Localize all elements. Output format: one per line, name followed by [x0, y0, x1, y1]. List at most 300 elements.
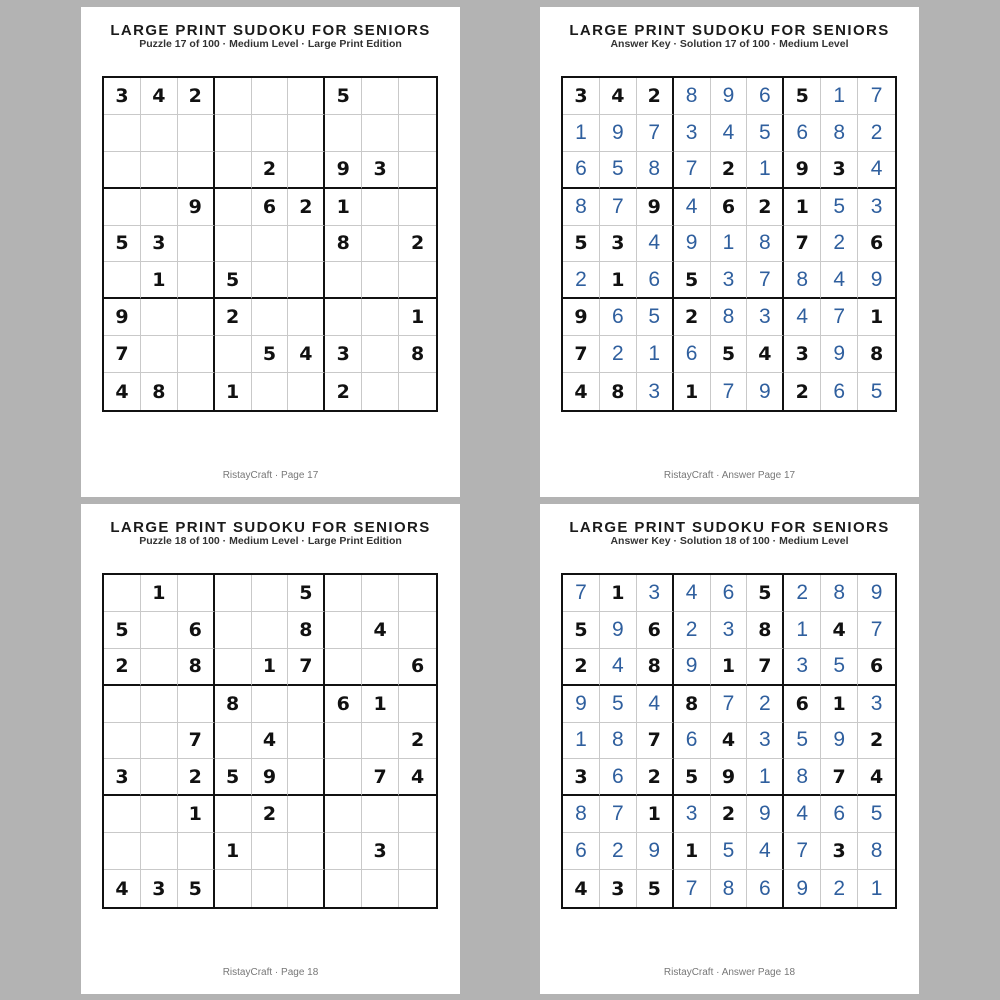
sudoku-cell: 5 — [821, 189, 858, 226]
sudoku-cell: 5 — [674, 759, 711, 796]
sudoku-cell: 6 — [563, 152, 600, 189]
sudoku-cell — [215, 189, 252, 226]
sudoku-cell: 5 — [215, 759, 252, 796]
sudoku-cell: 6 — [637, 612, 674, 649]
sudoku-cell: 1 — [821, 686, 858, 723]
sudoku-cell: 7 — [858, 78, 895, 115]
sudoku-cell: 3 — [674, 115, 711, 152]
sudoku-cell — [215, 796, 252, 833]
sudoku-cell — [399, 152, 436, 189]
sudoku-cell — [141, 189, 178, 226]
sudoku-cell: 2 — [215, 299, 252, 336]
sudoku-cell: 6 — [711, 575, 748, 612]
sudoku-cell — [215, 226, 252, 263]
sudoku-cell — [141, 796, 178, 833]
sudoku-cell: 2 — [747, 189, 784, 226]
sudoku-cell: 4 — [784, 796, 821, 833]
sudoku-cell: 2 — [600, 833, 637, 870]
sudoku-cell — [141, 686, 178, 723]
sudoku-cell: 8 — [747, 612, 784, 649]
sudoku-cell — [288, 686, 325, 723]
sudoku-cell — [215, 870, 252, 907]
sudoku-cell: 9 — [711, 78, 748, 115]
sudoku-cell: 3 — [747, 299, 784, 336]
sudoku-cell — [178, 152, 215, 189]
sudoku-cell — [325, 833, 362, 870]
sudoku-cell — [362, 78, 399, 115]
sudoku-cell: 8 — [821, 115, 858, 152]
sudoku-cell: 2 — [399, 226, 436, 263]
sudoku-cell: 1 — [784, 189, 821, 226]
sudoku-cell: 5 — [563, 612, 600, 649]
sudoku-cell: 4 — [711, 115, 748, 152]
sudoku-cell: 3 — [104, 759, 141, 796]
sudoku-cell — [104, 152, 141, 189]
sudoku-cell: 9 — [821, 336, 858, 373]
sudoku-cell: 7 — [637, 723, 674, 760]
sudoku-cell — [288, 78, 325, 115]
sudoku-cell: 7 — [104, 336, 141, 373]
sudoku-cell: 4 — [637, 686, 674, 723]
sudoku-cell: 7 — [784, 226, 821, 263]
sudoku-cell: 5 — [711, 336, 748, 373]
sudoku-cell: 5 — [600, 686, 637, 723]
sudoku-cell — [288, 833, 325, 870]
sudoku-cell: 1 — [215, 833, 252, 870]
sudoku-cell: 2 — [858, 723, 895, 760]
sudoku-cell: 3 — [784, 336, 821, 373]
sudoku-cell: 9 — [858, 262, 895, 299]
sudoku-cell: 5 — [104, 612, 141, 649]
sudoku-cell: 2 — [325, 373, 362, 410]
sudoku-cell: 4 — [563, 870, 600, 907]
sudoku-cell — [178, 262, 215, 299]
sudoku-cell: 6 — [711, 189, 748, 226]
sudoku-cell: 2 — [747, 686, 784, 723]
sudoku-cell — [325, 870, 362, 907]
sudoku-cell — [399, 115, 436, 152]
sudoku-cell: 8 — [215, 686, 252, 723]
sudoku-cell — [288, 226, 325, 263]
page-footer: RistayCraft · Answer Page 17 — [663, 470, 796, 481]
sudoku-cell — [325, 723, 362, 760]
sudoku-cell: 1 — [747, 759, 784, 796]
sudoku-cell: 3 — [858, 686, 895, 723]
sudoku-cell: 8 — [711, 870, 748, 907]
sudoku-cell: 5 — [674, 262, 711, 299]
sudoku-cell — [104, 686, 141, 723]
sudoku-cell: 3 — [325, 336, 362, 373]
sudoku-cell: 4 — [104, 870, 141, 907]
sudoku-grid — [102, 76, 438, 412]
page-subtitle: Answer Key · Solution 17 of 100 · Medium Level — [610, 38, 849, 50]
sudoku-cell: 9 — [600, 115, 637, 152]
sudoku-cell: 1 — [711, 649, 748, 686]
sudoku-cell — [325, 575, 362, 612]
sudoku-cell: 1 — [637, 336, 674, 373]
sudoku-cell — [325, 299, 362, 336]
sudoku-cell — [362, 115, 399, 152]
page-footer: RistayCraft · Answer Page 18 — [663, 967, 796, 978]
sudoku-cell — [104, 833, 141, 870]
sudoku-cell: 8 — [600, 373, 637, 410]
sudoku-cell: 9 — [784, 152, 821, 189]
sudoku-cell: 8 — [784, 759, 821, 796]
page-title: LARGE PRINT SUDOKU FOR SENIORS — [110, 519, 431, 536]
sudoku-cell — [288, 723, 325, 760]
sudoku-cell — [399, 78, 436, 115]
sudoku-cell: 5 — [637, 299, 674, 336]
sudoku-cell: 4 — [821, 262, 858, 299]
sudoku-cell — [215, 612, 252, 649]
sudoku-cell — [399, 686, 436, 723]
sudoku-cell — [399, 796, 436, 833]
sudoku-cell: 9 — [325, 152, 362, 189]
answer-page-18 — [540, 504, 919, 994]
sudoku-cell: 6 — [674, 723, 711, 760]
sudoku-cell — [362, 649, 399, 686]
sudoku-cell: 5 — [821, 649, 858, 686]
sudoku-cell — [141, 612, 178, 649]
sudoku-cell — [288, 115, 325, 152]
sudoku-cell — [362, 575, 399, 612]
sudoku-cell: 9 — [104, 299, 141, 336]
sudoku-cell: 1 — [870, 876, 883, 900]
sudoku-cell: 7 — [858, 612, 895, 649]
sudoku-cell — [288, 152, 325, 189]
sudoku-cell — [399, 373, 436, 410]
sudoku-cell: 5 — [600, 152, 637, 189]
sudoku-cell: 2 — [821, 226, 858, 263]
sudoku-cell: 6 — [674, 336, 711, 373]
sudoku-cell: 7 — [674, 870, 711, 907]
sudoku-cell: 4 — [399, 759, 436, 796]
sudoku-cell: 6 — [821, 373, 858, 410]
sudoku-cell: 7 — [747, 262, 784, 299]
sudoku-cell: 1 — [784, 612, 821, 649]
sudoku-cell: 8 — [600, 723, 637, 760]
sudoku-cell — [141, 649, 178, 686]
sudoku-cell — [141, 833, 178, 870]
sudoku-cell: 2 — [252, 152, 289, 189]
sudoku-cell: 9 — [711, 759, 748, 796]
sudoku-cell — [141, 723, 178, 760]
sudoku-cell: 3 — [362, 152, 399, 189]
sudoku-cell: 3 — [674, 796, 711, 833]
sudoku-cell: 2 — [288, 189, 325, 226]
sudoku-cell: 4 — [747, 336, 784, 373]
sudoku-cell: 2 — [784, 373, 821, 410]
sudoku-cell: 9 — [747, 373, 784, 410]
sudoku-cell: 4 — [858, 759, 895, 796]
sudoku-cell: 4 — [362, 612, 399, 649]
sudoku-cell: 9 — [563, 686, 600, 723]
sudoku-cell: 1 — [711, 226, 748, 263]
sudoku-cell: 7 — [288, 649, 325, 686]
sudoku-cell: 6 — [399, 649, 436, 686]
sudoku-cell — [104, 262, 141, 299]
sudoku-cell — [325, 612, 362, 649]
sudoku-cell: 6 — [858, 649, 895, 686]
sudoku-cell: 6 — [600, 759, 637, 796]
sudoku-cell — [141, 759, 178, 796]
page-footer: RistayCraft · Page 17 — [222, 470, 319, 481]
sudoku-cell: 2 — [858, 115, 895, 152]
sudoku-cell — [362, 226, 399, 263]
sudoku-cell: 7 — [747, 649, 784, 686]
sudoku-cell: 7 — [600, 796, 637, 833]
sudoku-cell: 3 — [600, 870, 637, 907]
sudoku-cell: 5 — [325, 78, 362, 115]
sudoku-cell — [141, 336, 178, 373]
sudoku-cell — [399, 189, 436, 226]
sudoku-cell — [325, 796, 362, 833]
sudoku-cell: 4 — [600, 78, 637, 115]
sudoku-cell: 5 — [747, 115, 784, 152]
sudoku-cell: 2 — [600, 336, 637, 373]
sudoku-cell — [215, 723, 252, 760]
sudoku-cell — [399, 262, 436, 299]
sudoku-cell — [325, 262, 362, 299]
sudoku-cell: 2 — [674, 612, 711, 649]
sudoku-cell: 3 — [362, 833, 399, 870]
sudoku-cell — [288, 796, 325, 833]
sudoku-cell — [178, 575, 215, 612]
sudoku-cell: 3 — [141, 226, 178, 263]
page-title: LARGE PRINT SUDOKU FOR SENIORS — [569, 519, 890, 536]
sudoku-cell: 1 — [858, 299, 895, 336]
sudoku-cell: 8 — [563, 796, 600, 833]
sudoku-cell: 5 — [178, 870, 215, 907]
sudoku-cell — [252, 262, 289, 299]
sudoku-cell — [362, 262, 399, 299]
sudoku-cell: 8 — [399, 336, 436, 373]
sudoku-cell: 6 — [747, 78, 784, 115]
sudoku-cell: 8 — [674, 78, 711, 115]
sudoku-cell — [325, 649, 362, 686]
sudoku-cell: 3 — [637, 373, 674, 410]
sudoku-cell: 2 — [674, 299, 711, 336]
sudoku-cell — [178, 833, 215, 870]
sudoku-grid — [561, 76, 897, 412]
sudoku-cell: 1 — [141, 262, 178, 299]
sudoku-cell: 2 — [563, 262, 600, 299]
sudoku-cell — [215, 649, 252, 686]
puzzle-page-18 — [81, 504, 460, 994]
sudoku-cell: 4 — [637, 226, 674, 263]
sudoku-cell: 7 — [600, 189, 637, 226]
sudoku-cell: 8 — [674, 686, 711, 723]
sudoku-cell: 8 — [711, 299, 748, 336]
sudoku-cell: 7 — [711, 373, 748, 410]
sudoku-cell: 9 — [747, 796, 784, 833]
sudoku-cell: 2 — [104, 649, 141, 686]
sudoku-cell: 7 — [784, 833, 821, 870]
sudoku-cell: 8 — [141, 373, 178, 410]
sudoku-cell: 7 — [674, 152, 711, 189]
sudoku-cell: 1 — [600, 262, 637, 299]
sudoku-cell: 1 — [674, 833, 711, 870]
sudoku-cell — [215, 152, 252, 189]
answer-page-17 — [540, 7, 919, 497]
sudoku-cell: 6 — [858, 226, 895, 263]
sudoku-cell: 9 — [637, 833, 674, 870]
sudoku-cell — [362, 796, 399, 833]
sudoku-cell: 3 — [858, 189, 895, 226]
sudoku-cell: 7 — [178, 723, 215, 760]
sudoku-cell: 8 — [858, 336, 895, 373]
sudoku-cell: 4 — [784, 299, 821, 336]
sudoku-cell: 2 — [711, 152, 748, 189]
sudoku-cell: 3 — [637, 575, 674, 612]
sudoku-cell: 3 — [821, 833, 858, 870]
sudoku-cell — [252, 299, 289, 336]
sudoku-cell — [141, 299, 178, 336]
sudoku-cell: 5 — [858, 796, 895, 833]
puzzle-page-17 — [81, 7, 460, 497]
sudoku-cell: 1 — [252, 649, 289, 686]
sudoku-cell — [178, 226, 215, 263]
sudoku-cell: 5 — [252, 336, 289, 373]
sudoku-cell — [252, 78, 289, 115]
sudoku-cell: 1 — [563, 723, 600, 760]
sudoku-cell: 7 — [821, 759, 858, 796]
sudoku-cell: 3 — [563, 759, 600, 796]
sudoku-cell: 2 — [637, 78, 674, 115]
sudoku-cell: 9 — [674, 226, 711, 263]
sudoku-cell — [252, 575, 289, 612]
sudoku-cell — [252, 833, 289, 870]
sudoku-cell — [362, 373, 399, 410]
sudoku-cell — [252, 612, 289, 649]
sudoku-cell — [178, 115, 215, 152]
page-subtitle: Puzzle 18 of 100 · Medium Level · Large Print Edition — [139, 535, 402, 547]
sudoku-cell: 1 — [325, 189, 362, 226]
sudoku-cell: 5 — [288, 575, 325, 612]
sudoku-cell: 1 — [399, 299, 436, 336]
sudoku-cell: 1 — [141, 575, 178, 612]
sudoku-cell — [288, 373, 325, 410]
sudoku-cell — [362, 336, 399, 373]
sudoku-cell: 3 — [563, 78, 600, 115]
sudoku-cell — [399, 870, 436, 907]
sudoku-cell — [104, 115, 141, 152]
sudoku-cell: 9 — [784, 870, 821, 907]
sudoku-cell: 3 — [600, 226, 637, 263]
sudoku-cell: 1 — [637, 796, 674, 833]
sudoku-cell: 3 — [711, 262, 748, 299]
sudoku-cell — [215, 575, 252, 612]
sudoku-cell — [399, 612, 436, 649]
sudoku-cell — [215, 78, 252, 115]
sudoku-cell: 6 — [784, 115, 821, 152]
sudoku-cell: 2 — [178, 759, 215, 796]
sudoku-cell: 9 — [637, 189, 674, 226]
page-footer: RistayCraft · Page 18 — [222, 967, 319, 978]
sudoku-cell: 1 — [563, 115, 600, 152]
sudoku-cell: 9 — [252, 759, 289, 796]
sudoku-cell — [178, 336, 215, 373]
sudoku-cell: 4 — [104, 373, 141, 410]
sudoku-cell — [104, 189, 141, 226]
sudoku-cell — [325, 759, 362, 796]
sudoku-cell: 6 — [784, 686, 821, 723]
sudoku-cell — [325, 115, 362, 152]
sudoku-cell: 6 — [325, 686, 362, 723]
sudoku-cell: 5 — [870, 379, 883, 403]
page-title: LARGE PRINT SUDOKU FOR SENIORS — [569, 22, 890, 39]
sudoku-cell: 4 — [674, 189, 711, 226]
sudoku-cell: 5 — [784, 78, 821, 115]
sudoku-cell: 2 — [563, 649, 600, 686]
sudoku-cell: 5 — [215, 262, 252, 299]
sudoku-cell — [252, 115, 289, 152]
sudoku-cell: 4 — [252, 723, 289, 760]
sudoku-cell: 3 — [104, 78, 141, 115]
sudoku-cell: 2 — [821, 870, 858, 907]
sudoku-cell — [252, 686, 289, 723]
sudoku-cell: 6 — [821, 796, 858, 833]
sudoku-cell — [104, 723, 141, 760]
sudoku-grid — [561, 573, 897, 909]
sudoku-cell: 1 — [215, 373, 252, 410]
sudoku-cell: 4 — [600, 649, 637, 686]
sudoku-cell: 9 — [563, 299, 600, 336]
sudoku-cell: 7 — [711, 686, 748, 723]
sudoku-cell: 1 — [178, 796, 215, 833]
sudoku-cell — [178, 686, 215, 723]
sudoku-cell: 5 — [104, 226, 141, 263]
sudoku-cell: 4 — [563, 373, 600, 410]
sudoku-cell — [362, 299, 399, 336]
sudoku-cell: 6 — [600, 299, 637, 336]
sudoku-cell: 3 — [747, 723, 784, 760]
sudoku-cell: 7 — [563, 336, 600, 373]
sudoku-cell — [288, 759, 325, 796]
page-subtitle: Puzzle 17 of 100 · Medium Level · Large Print Edition — [139, 38, 402, 50]
sudoku-cell: 1 — [821, 78, 858, 115]
sudoku-cell: 6 — [178, 612, 215, 649]
sudoku-cell — [104, 796, 141, 833]
sudoku-cell: 2 — [252, 796, 289, 833]
sudoku-cell — [288, 299, 325, 336]
page-subtitle: Answer Key · Solution 18 of 100 · Medium Level — [610, 535, 849, 547]
sudoku-cell — [141, 152, 178, 189]
sudoku-cell: 3 — [821, 152, 858, 189]
sudoku-cell: 4 — [141, 78, 178, 115]
sudoku-cell: 1 — [674, 373, 711, 410]
sudoku-cell — [104, 575, 141, 612]
sudoku-cell: 6 — [747, 870, 784, 907]
sudoku-cell: 2 — [711, 796, 748, 833]
sudoku-grid — [102, 573, 438, 909]
sudoku-cell — [215, 115, 252, 152]
sudoku-cell — [252, 226, 289, 263]
sudoku-cell — [362, 870, 399, 907]
sudoku-cell — [362, 723, 399, 760]
sudoku-cell: 1 — [747, 152, 784, 189]
sudoku-cell: 8 — [784, 262, 821, 299]
sudoku-cell: 2 — [178, 78, 215, 115]
sudoku-cell: 7 — [362, 759, 399, 796]
sudoku-cell: 8 — [747, 226, 784, 263]
sudoku-cell — [399, 833, 436, 870]
sudoku-cell: 7 — [563, 575, 600, 612]
sudoku-cell: 3 — [141, 870, 178, 907]
sudoku-cell — [252, 870, 289, 907]
sudoku-cell: 8 — [563, 189, 600, 226]
sudoku-cell: 1 — [362, 686, 399, 723]
